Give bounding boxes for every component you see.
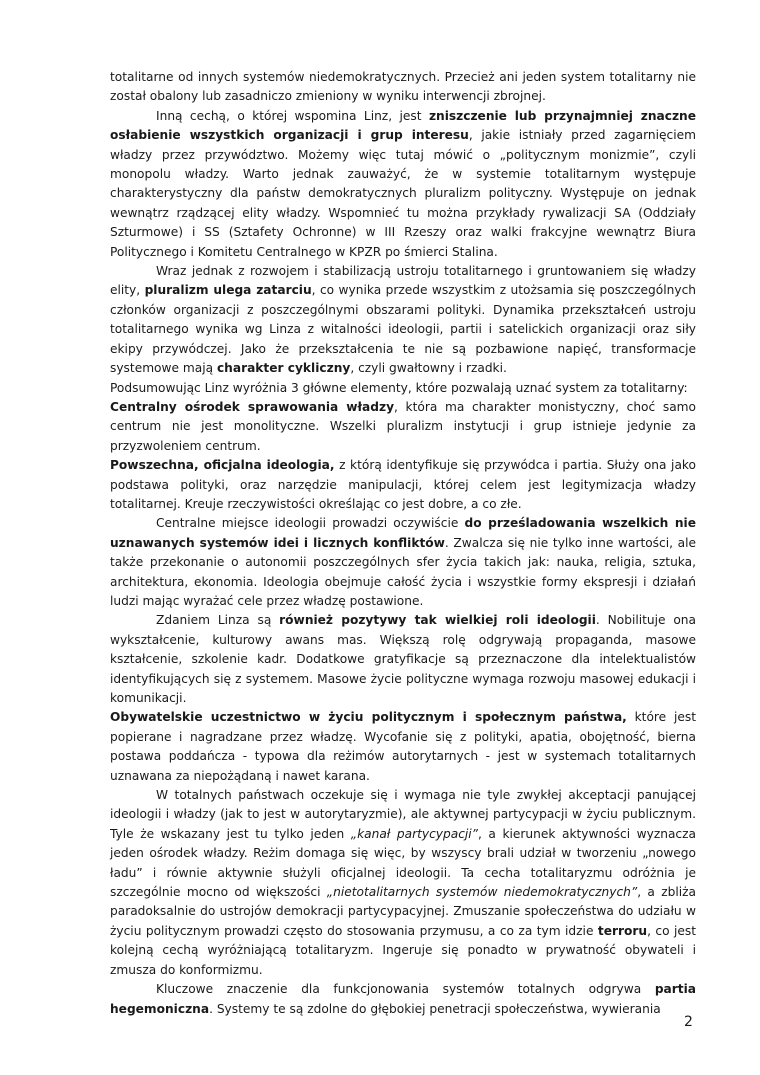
paragraph: W totalnych państwach oczekuje się i wymaga nie tyle zwykłej akceptacji panującej ideologii i władzy (jak to jest w autorytaryzmie), ale aktywnej partycypacji w życiu publicznym. Tyle że wskazany jest tu tylko jeden „kanał partycypacji”, a kierunek aktywności wyznacza jeden ośrodek władzy. Reżim domaga się więc, by wszyscy brali udział w tworzeniu „nowego ładu” i równie aktywnie służyli oficjalnej ideologii. Ta cecha totalitaryzmu odróżnia je szczególnie mocno od większości „nietotalitarnych systemów niedemokratycznych”, a zbliża paradoksalnie do ustrojów demokracji partycypacyjnej. Zmuszanie społeczeństwa do udziału w życiu politycznym prowadzi często do stosowania przymusu, a co za tym idzie terroru, co jest kolejną cechą wyróżniającą totalitaryzm. Ingeruje się ponadto w prywatność obywateli i zmusza do konformizmu.	[110, 788, 696, 977]
bold-phrase: terroru	[597, 923, 648, 938]
bold-phrase: również pozytywy tak wielkiej roli ideologii	[279, 613, 596, 628]
bold-phrase: Centralny ośrodek sprawowania władzy	[110, 399, 395, 414]
bold-phrase: pluralizm ulega zatarciu	[144, 283, 312, 298]
paragraph: Powszechna, oficjalna ideologia, z którą identyfikuje się przywódca i partia. Służy ona jako podstawa polityki, oraz narzędzie manipulacji, której celem jest legitymizacja władzy totalitarnej. Kreuje rzeczywistości określając co jest dobre, a co złe.	[110, 458, 696, 511]
bold-phrase: charakter cykliczny	[216, 361, 351, 376]
paragraph: Zdaniem Linza są również pozytywy tak wielkiej roli ideologii. Nobilituje ona wykształcenie, kulturowy awans mas. Większą rolę odgrywają propaganda, masowe kształcenie, szkolenie kadr. Dodatkowe gratyfikacje są przeznaczone dla intelektualistów identyfikujących się z systemem. Masowe życie polityczne wymaga rozwoju masowej edukacji i komunikacji.	[110, 613, 696, 705]
italic-phrase: „nietotalitarnych systemów niedemokratycznych”	[326, 885, 638, 900]
paragraph: Podsumowując Linz wyróżnia 3 główne elementy, które pozwalają uznać system za totalitarny:	[110, 380, 688, 395]
bold-phrase: do prześladowania wszelkich nie uznawanych systemów idei i licznych konfliktów	[110, 516, 696, 550]
document-body	[110, 68, 696, 1019]
italic-phrase: „kanał partycypacji”	[350, 826, 478, 841]
paragraph: totalitarne od innych systemów niedemokratycznych. Przecież ani jeden system totalitarny nie został obalony lub zasadniczo zmieniony w wyniku interwencji zbrojnej.	[110, 70, 696, 104]
page-number: 2	[684, 1014, 693, 1030]
paragraph: Centralne miejsce ideologii prowadzi oczywiście do prześladowania wszelkich nie uznawanych systemów idei i licznych konfliktów. Zwalcza się nie tylko inne wartości, ale także przekonanie o autonomii poszczególnych sfer życia takich jak: nauka, religia, sztuka, architektura, ekonomia. Ideologia obejmuje całość życia i wszystkie formy ekspresji i działań ludzi mając wyrażać cele przez władzę postawione.	[110, 516, 696, 608]
paragraph: Wraz jednak z rozwojem i stabilizacją ustroju totalitarnego i gruntowaniem się władzy elity, pluralizm ulega zatarciu, co wynika przede wszystkim z utożsamia się poszczególnych członków organizacji z poszczególnymi obszarami polityki. Dynamika przekształceń ustroju totalitarnego wynika wg Linza z witalności ideologii, partii i satelickich organizacji oraz siły ekipy przywódczej. Jako że przekształcenia te nie są pozbawione napięć, transformacje systemowe mają charakter cykliczny, czyli gwałtowny i rzadki.	[110, 264, 696, 376]
paragraph: Centralny ośrodek sprawowania władzy, która ma charakter monistyczny, choć samo centrum nie jest monolityczne. Wszelki pluralizm instytucji i grup istnieje jedynie za przyzwoleniem centrum.	[110, 399, 696, 453]
bold-phrase: zniszczenie lub przynajmniej znaczne osłabienie wszystkich organizacji i grup interesu	[110, 108, 696, 143]
paragraph: Inną cechą, o której wspomina Linz, jest zniszczenie lub przynajmniej znaczne osłabienie wszystkich organizacji i grup interesu, jakie istniały przed zagarnięciem władzy przez przywództwo. Możemy więc tutaj mówić o „politycznym monizmie”, czyli monopolu władzy. Warto jednak zauważyć, że w systemie totalitarnym występuje charakterystyczny dla państw demokratycznych pluralizm polityczny. Występuje on jednak wewnątrz rządzącej elity władzy. Wspomnieć tu można przykłady rywalizacji SA (Oddziały Szturmowe) i SS (Sztafety Ochronne) w III Rzeszy oraz walki frakcyjne wewnątrz Biura Politycznego i Komitetu Centralnego w KPZR po śmierci Stalina.	[110, 108, 696, 259]
paragraph: Obywatelskie uczestnictwo w życiu politycznym i społecznym państwa, które jest popierane i nagradzane przez władzę. Wycofanie się z polityki, apatia, obojętność, bierna postawa poddańcza - typowa dla reżimów autorytarnych - jest w systemach totalitarnych uznawana za niepożądaną i nawet karana.	[110, 710, 696, 783]
bold-phrase: partia hegemoniczna	[110, 982, 696, 1016]
bold-phrase: Obywatelskie uczestnictwo w życiu politycznym i społecznym państwa,	[110, 710, 627, 725]
bold-phrase: Powszechna, oficjalna ideologia,	[110, 458, 335, 473]
paragraph: Kluczowe znaczenie dla funkcjonowania systemów totalnych odgrywa partia hegemoniczna. Systemy te są zdolne do głębokiej penetracji społeczeństwa, wywierania	[110, 982, 696, 1016]
